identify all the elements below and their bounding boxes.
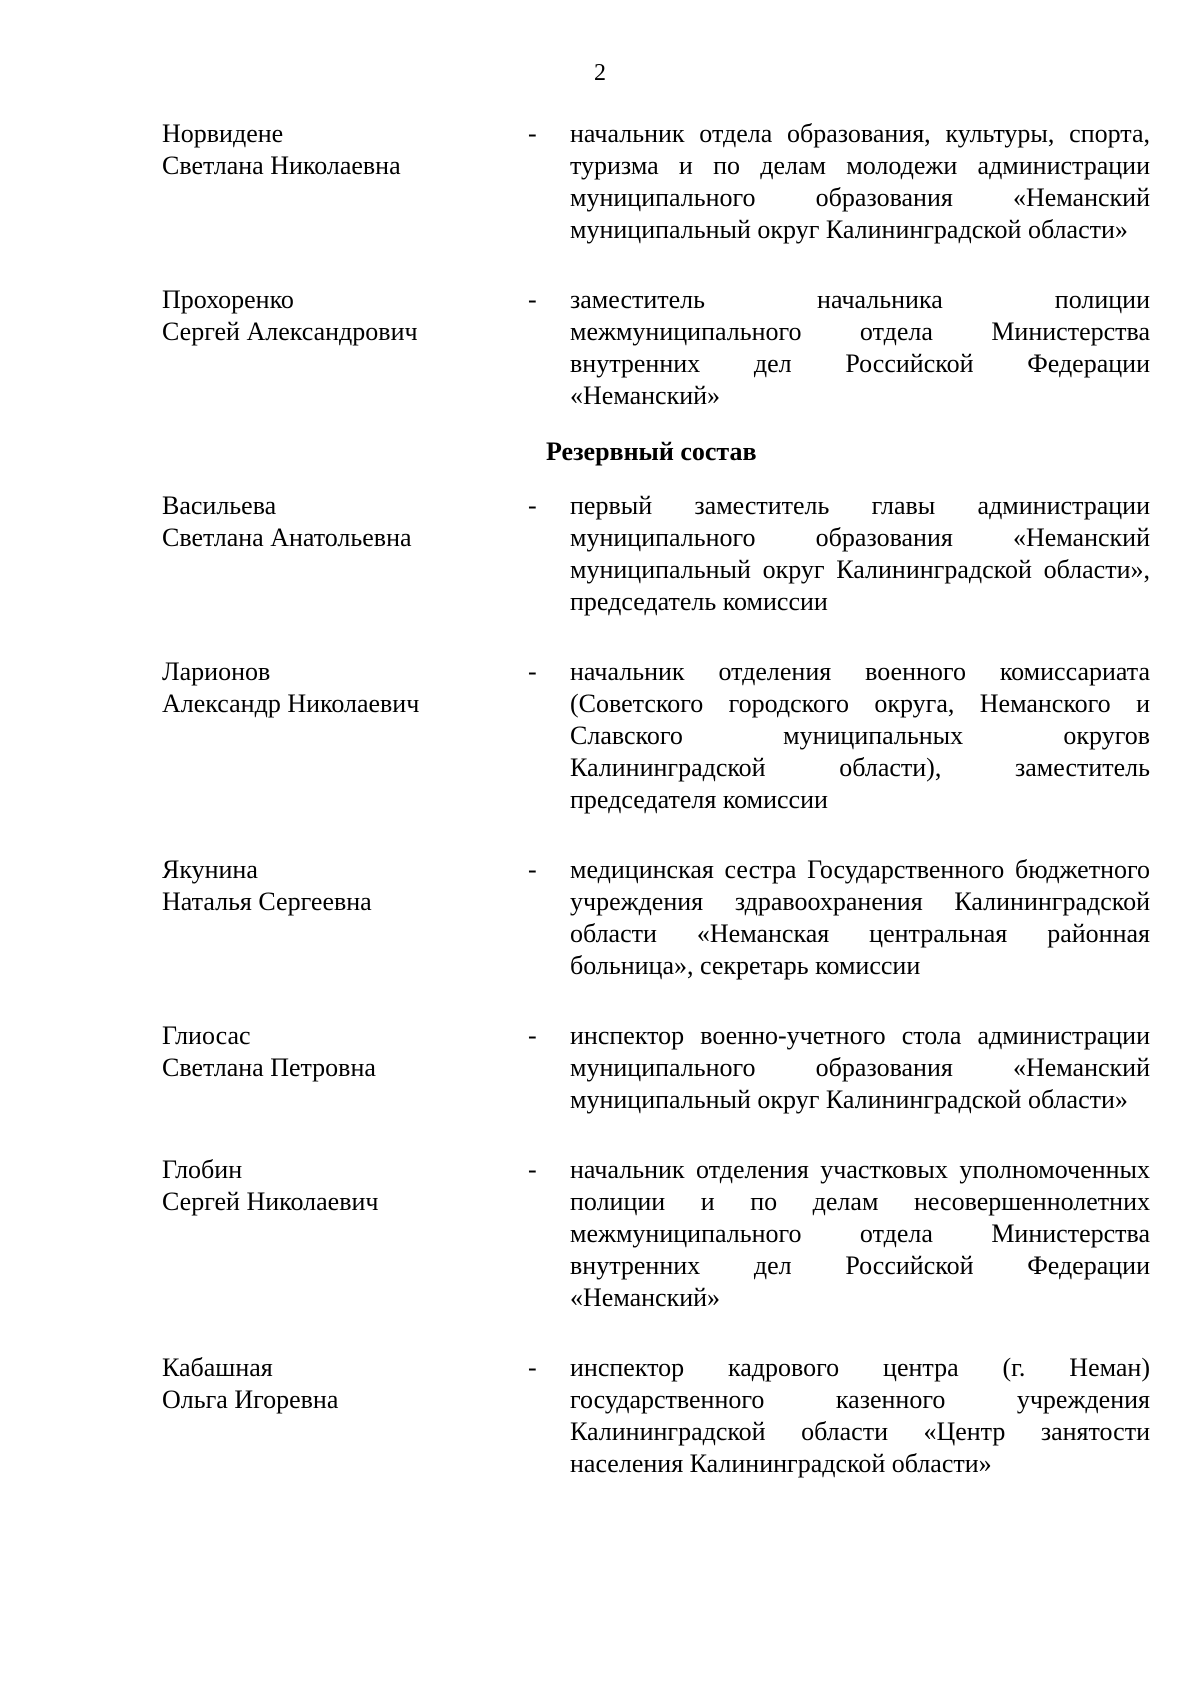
member-surname: Норвидене [162, 119, 284, 148]
member-name [162, 1154, 524, 1218]
dash-separator: - [528, 285, 537, 314]
dash-separator: - [528, 657, 537, 686]
reserve-section-heading: Резервный состав [546, 437, 757, 466]
dash-separator: - [528, 1155, 537, 1184]
member-name [162, 1020, 524, 1084]
member-given-names: Сергей Александрович [162, 317, 418, 346]
dash-separator: - [528, 855, 537, 884]
member-name [162, 656, 524, 720]
member-given-names: Наталья Сергеевна [162, 887, 372, 916]
member-given-names: Александр Николаевич [162, 689, 420, 718]
member-role: начальник отделения военного комиссариата (Советского городского округа, Неманского и Славского муниципальных округов Калининградской области), заместитель председателя комиссии [570, 657, 1150, 814]
member-surname: Ларионов [162, 657, 271, 686]
member-surname: Васильева [162, 491, 277, 520]
member-entry-yakunina [162, 854, 1150, 982]
member-entry-vasilyeva [162, 490, 1150, 618]
member-entry-globin [162, 1154, 1150, 1314]
dash-separator: - [528, 491, 537, 520]
member-surname: Глиосас [162, 1021, 251, 1050]
member-name [162, 284, 524, 348]
member-entry-kabashnaya [162, 1352, 1150, 1480]
member-given-names: Светлана Петровна [162, 1053, 376, 1082]
member-name [162, 118, 524, 182]
member-role: начальник отделения участковых уполномоченных полиции и по делам несовершеннолетних межмуниципального отдела Министерства внутренних дел Российской Федерации «Неманский» [570, 1155, 1150, 1312]
member-entry-larionov [162, 656, 1150, 816]
member-name [162, 854, 524, 918]
member-entry-gliosas [162, 1020, 1150, 1116]
member-role: инспектор военно-учетного стола администрации муниципального образования «Неманский муниципальный округ Калининградской области» [570, 1021, 1150, 1114]
member-given-names: Светлана Анатольевна [162, 523, 412, 552]
member-entry-norvidene [162, 118, 1150, 246]
member-given-names: Сергей Николаевич [162, 1187, 379, 1216]
member-surname: Кабашная [162, 1353, 273, 1382]
member-role: начальник отдела образования, культуры, спорта, туризма и по делам молодежи администрации муниципального образования «Неманский муниципальный округ Калининградской области» [570, 119, 1150, 244]
member-role: заместитель начальника полиции межмуниципального отдела Министерства внутренних дел Российской Федерации «Неманский» [570, 285, 1150, 410]
member-list [162, 118, 1150, 1480]
member-role: первый заместитель главы администрации муниципального образования «Неманский муниципальный округ Калининградской области», председатель комиссии [570, 491, 1150, 616]
member-given-names: Ольга Игоревна [162, 1385, 339, 1414]
member-name [162, 490, 524, 554]
member-role: инспектор кадрового центра (г. Неман) государственного казенного учреждения Калининградской области «Центр занятости населения Калининградской области» [570, 1353, 1150, 1478]
member-surname: Глобин [162, 1155, 243, 1184]
member-entry-prokhorenko [162, 284, 1150, 412]
member-role: медицинская сестра Государственного бюджетного учреждения здравоохранения Калининградской области «Неманская центральная районная больница», секретарь комиссии [570, 855, 1150, 980]
dash-separator: - [528, 1353, 537, 1382]
member-surname: Якунина [162, 855, 258, 884]
member-name [162, 1352, 524, 1416]
member-given-names: Светлана Николаевна [162, 151, 401, 180]
page-number: 2 [594, 60, 606, 86]
dash-separator: - [528, 1021, 537, 1050]
member-surname: Прохоренко [162, 285, 294, 314]
dash-separator: - [528, 119, 537, 148]
